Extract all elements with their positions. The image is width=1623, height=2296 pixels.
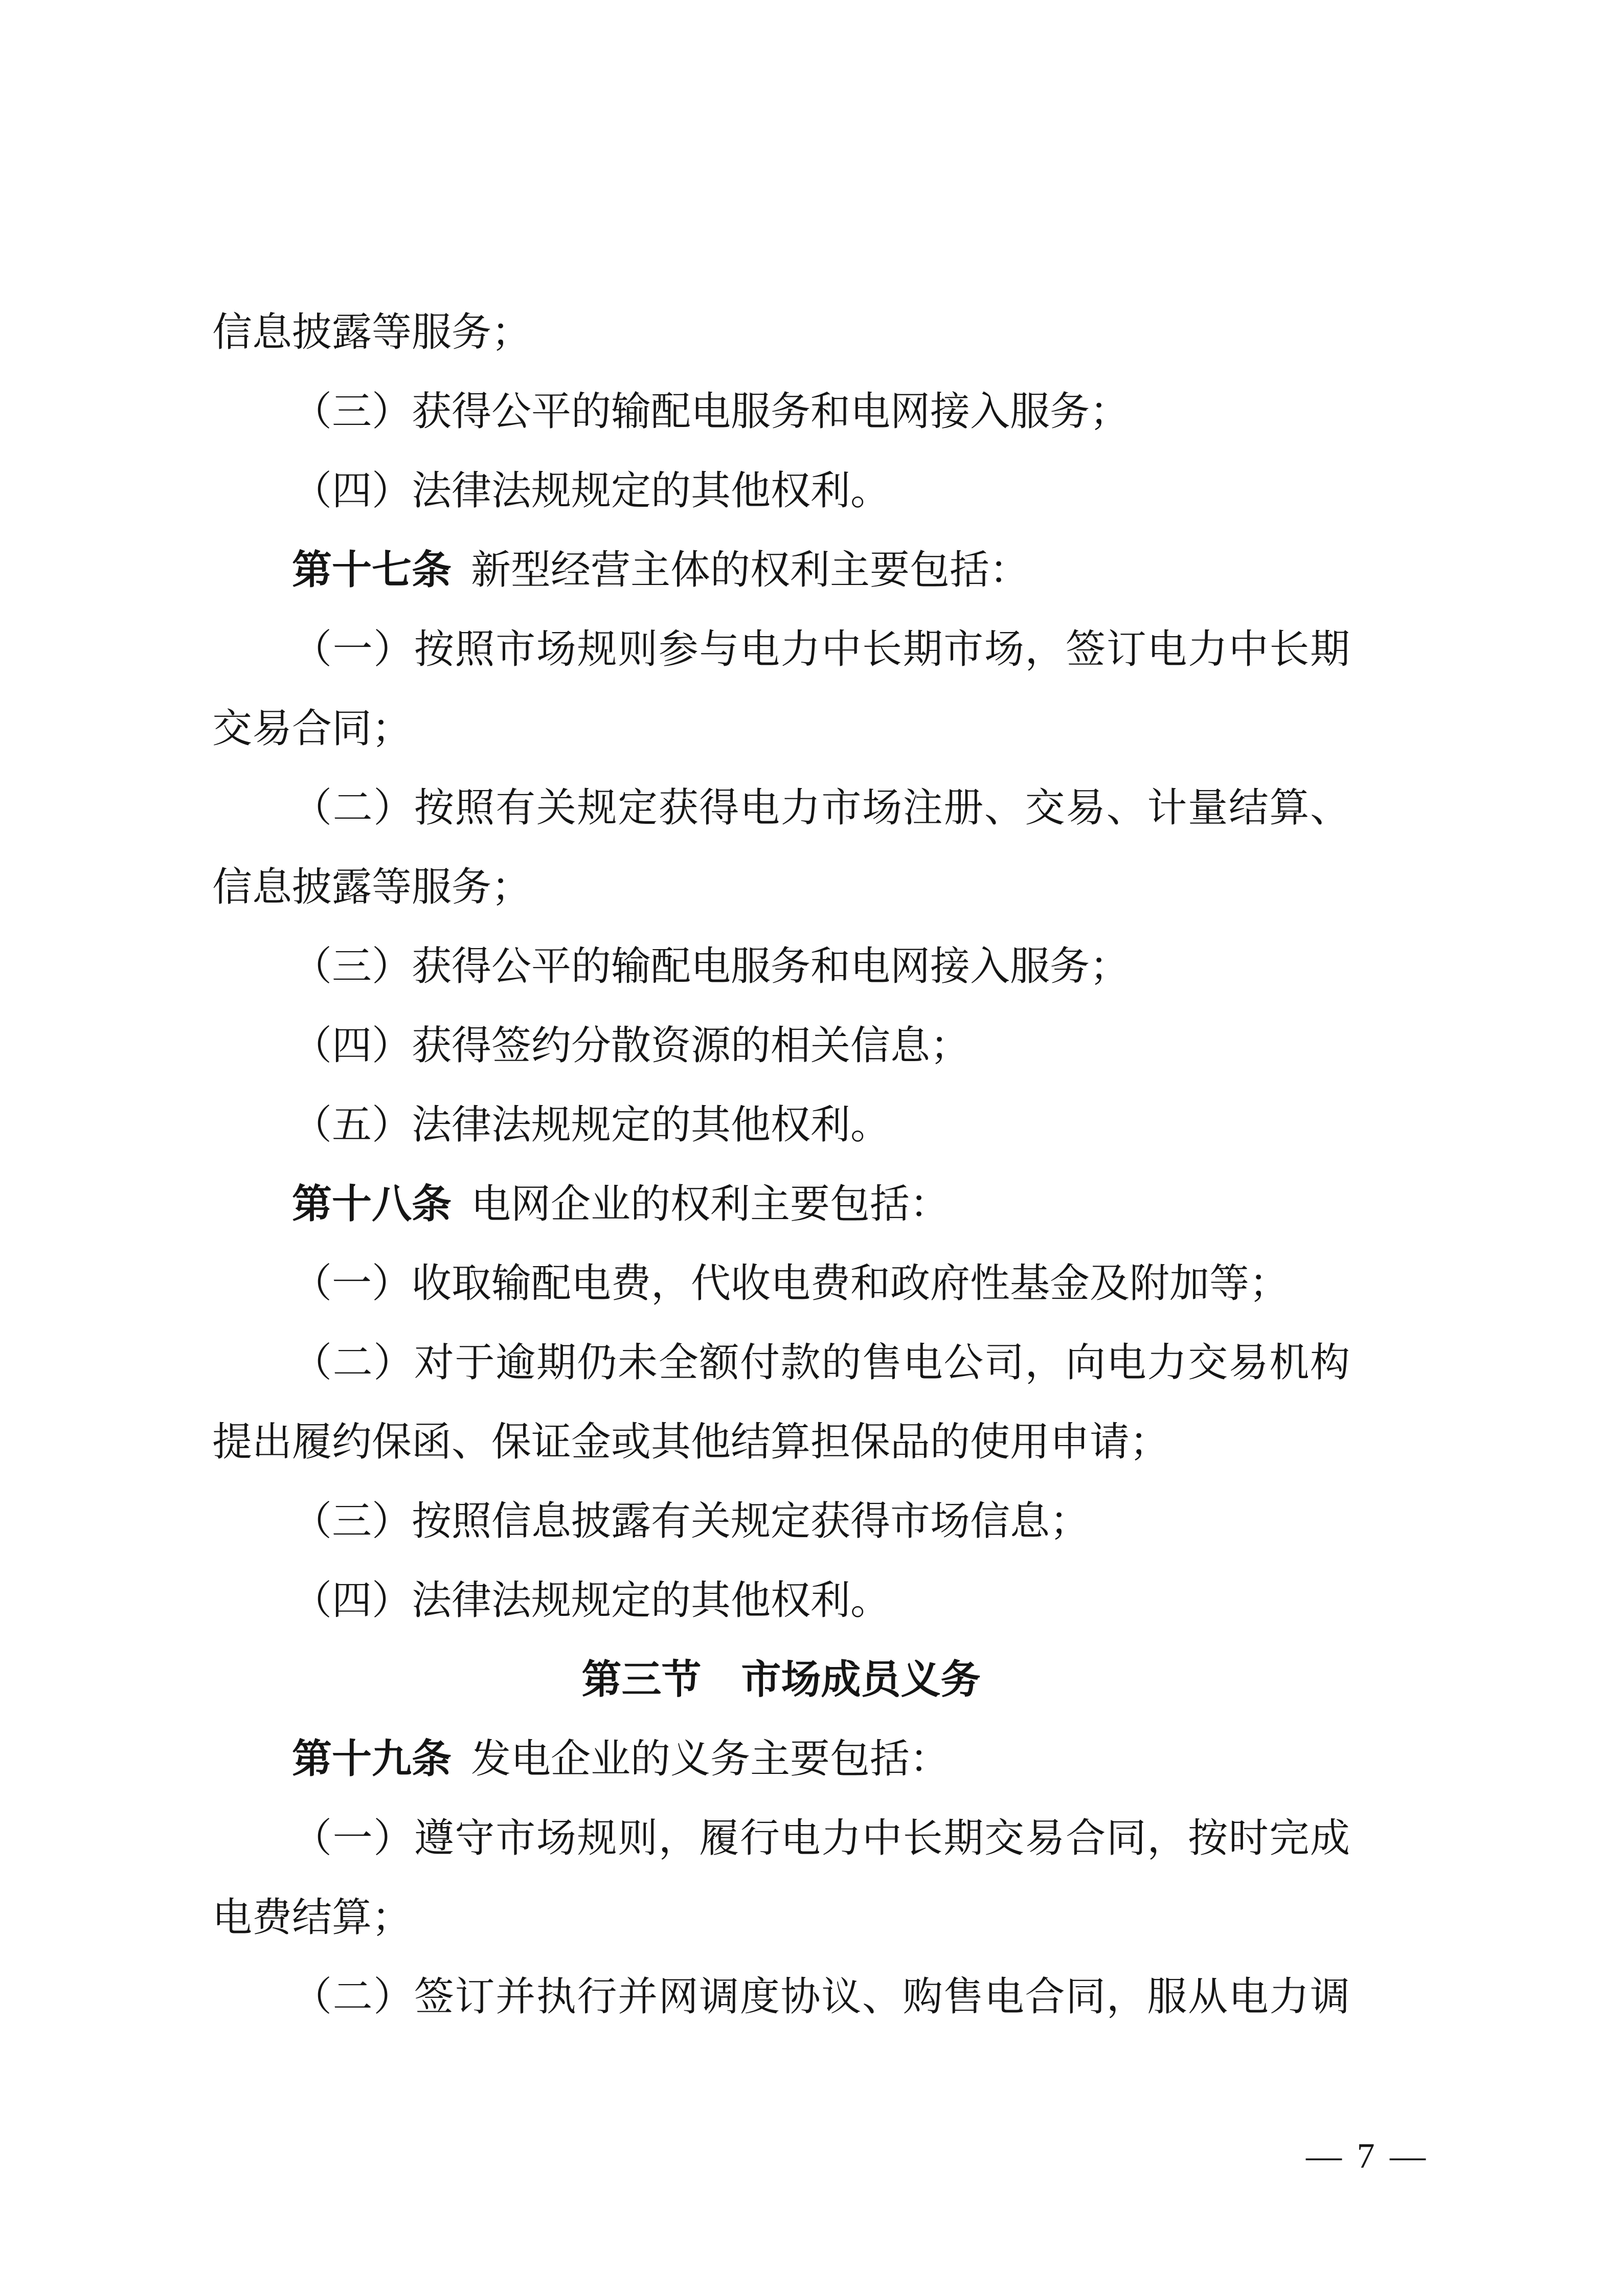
clause-line: （一）遵守市场规则，履行电力中长期交易合同，按时完成 xyxy=(292,1816,1350,1860)
body-line: 电费结算； xyxy=(212,1895,412,1940)
article-title: 新型经营主体的权利主要包括： xyxy=(471,548,1030,592)
page-number: — 7 — xyxy=(1306,2136,1429,2176)
clause-line: （一）收取输配电费，代收电费和政府性基金及附加等； xyxy=(292,1261,1290,1305)
clause-line: （三）获得公平的输配电服务和电网接入服务； xyxy=(292,389,1130,434)
body-line: 交易合同； xyxy=(212,706,412,751)
clause-line: （四）获得签约分散资源的相关信息； xyxy=(292,1023,971,1068)
clause-line: （二）对于逾期仍未全额付款的售电公司，向电力交易机构 xyxy=(292,1340,1350,1385)
article-heading-line xyxy=(212,530,1350,610)
article-number: 第十八条 xyxy=(292,1182,452,1226)
clause-line: （三）获得公平的输配电服务和电网接入服务； xyxy=(292,944,1130,988)
clause-line: （四）法律法规规定的其他权利。 xyxy=(292,468,891,513)
clause-line: （四）法律法规规定的其他权利。 xyxy=(292,1578,891,1623)
clause-line: （二）按照有关规定获得电力市场注册、交易、计量结算、 xyxy=(292,785,1350,830)
clause-line: （五）法律法规规定的其他权利。 xyxy=(292,1102,891,1147)
article-number: 第十七条 xyxy=(292,548,452,592)
clause-line: （二）签订并执行并网调度协议、购售电合同，服从电力调 xyxy=(292,1974,1350,2019)
section-heading: 第三节 市场成员义务 xyxy=(581,1657,981,1702)
article-heading-line xyxy=(212,1164,1350,1244)
body-line: 信息披露等服务； xyxy=(212,310,532,354)
clause-line: （三）按照信息披露有关规定获得市场信息； xyxy=(292,1499,1090,1543)
document-body xyxy=(212,292,1350,2036)
article-number: 第十九条 xyxy=(292,1737,452,1781)
body-line: 信息披露等服务； xyxy=(212,865,532,909)
article-title: 电网企业的权利主要包括： xyxy=(471,1182,950,1226)
article-title: 发电企业的义务主要包括： xyxy=(471,1737,950,1781)
body-line: 提出履约保函、保证金或其他结算担保品的使用申请； xyxy=(212,1420,1170,1464)
clause-line: （一）按照市场规则参与电力中长期市场，签订电力中长期 xyxy=(292,627,1350,671)
article-heading-line xyxy=(212,1719,1350,1798)
